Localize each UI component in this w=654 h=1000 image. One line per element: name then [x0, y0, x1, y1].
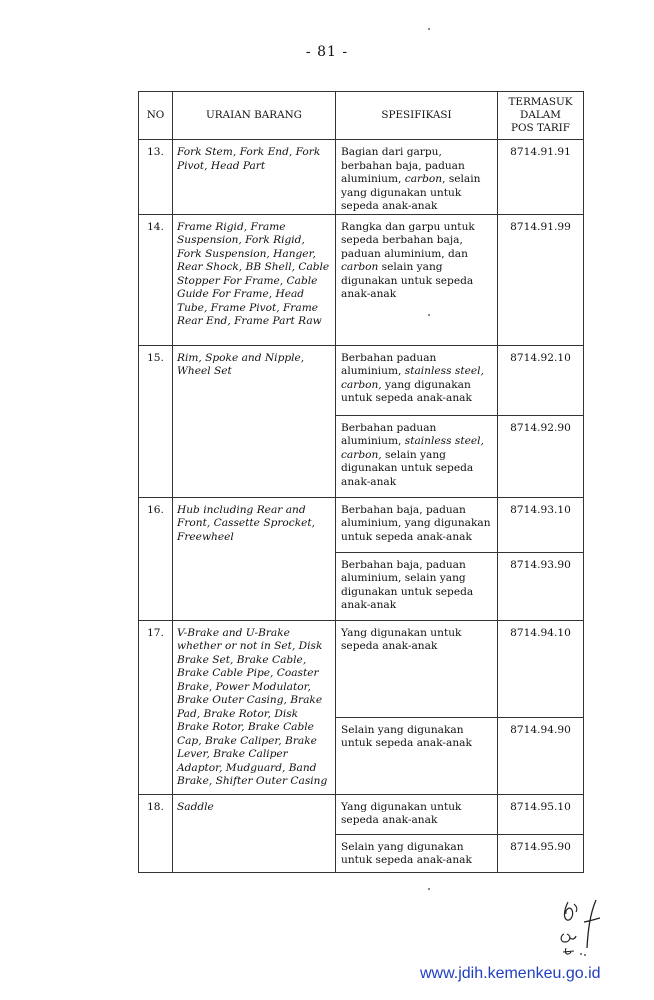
row-tarif: 8714.92.90	[498, 415, 584, 497]
row-spec	[336, 214, 498, 345]
spec-text: Berbahan baja, paduan aluminium, selain yang digunakan untuk sepeda anak-anak	[341, 558, 474, 611]
row-spec	[336, 497, 498, 552]
row-spec	[336, 717, 498, 794]
table-row	[139, 620, 584, 717]
spec-text-tail: selain yang digunakan untuk sepeda anak-anak	[341, 261, 474, 300]
spec-text-tail: yang digunakan untuk sepeda anak-anak	[341, 378, 472, 404]
header-termasuk-line2: DALAM	[520, 109, 561, 121]
tariff-table	[138, 91, 584, 873]
table-row	[139, 214, 584, 345]
spec-text: Bagian dari garpu, berbahan baja, paduan aluminium,	[341, 146, 465, 185]
row-no: 17.	[139, 620, 173, 794]
spec-text-tail: , selain yang digunakan untuk sepeda anak-anak	[341, 173, 481, 212]
header-no: NO	[139, 92, 173, 140]
row-no: 14.	[139, 214, 173, 345]
table-header-row	[139, 92, 584, 140]
header-spesifikasi: SPESIFIKASI	[336, 92, 498, 140]
spec-text: Berbahan paduan aluminium,	[341, 351, 437, 377]
table-row	[139, 345, 584, 415]
row-no: 16.	[139, 497, 173, 620]
scan-speck	[428, 888, 430, 890]
spec-text: Berbahan baja, paduan aluminium, yang digunakan untuk sepeda anak-anak	[341, 503, 491, 543]
row-tarif: 8714.91.91	[498, 140, 584, 215]
row-uraian: Saddle	[173, 794, 336, 872]
footer-website-link[interactable]: www.jdih.kemenkeu.go.id	[420, 965, 601, 982]
row-tarif: 8714.93.10	[498, 497, 584, 552]
row-tarif: 8714.94.90	[498, 717, 584, 794]
spec-italic-term: carbon	[341, 261, 379, 273]
row-spec	[336, 140, 498, 215]
page-number: - 81 -	[305, 44, 349, 60]
row-spec	[336, 552, 498, 620]
spec-text: Selain yang digunakan untuk sepeda anak-anak	[341, 723, 472, 749]
scan-speck	[428, 314, 430, 316]
row-uraian: Fork Stem, Fork End, Fork Pivot, Head Part	[173, 140, 336, 215]
row-no: 18.	[139, 794, 173, 872]
row-spec	[336, 345, 498, 415]
spec-italic-term: stainless steel, carbon,	[341, 365, 484, 391]
table-row	[139, 497, 584, 552]
row-tarif: 8714.91.99	[498, 214, 584, 345]
row-tarif: 8714.94.10	[498, 620, 584, 717]
table-row	[139, 794, 584, 834]
spec-text: Selain yang digunakan untuk sepeda anak-anak	[341, 840, 472, 866]
handwritten-initials	[554, 896, 614, 958]
spec-text: Rangka dan garpu untuk sepeda berbahan baja, paduan aluminium, dan	[341, 220, 475, 260]
spec-text: Berbahan paduan aluminium,	[341, 421, 437, 447]
spec-italic-term: stainless steel, carbon,	[341, 435, 484, 461]
row-uraian: Rim, Spoke and Nipple, Wheel Set	[173, 345, 336, 497]
row-tarif: 8714.93.90	[498, 552, 584, 620]
row-uraian: Hub including Rear and Front, Cassette Sprocket, Freewheel	[173, 497, 336, 620]
table-row	[139, 140, 584, 215]
header-termasuk-line3: POS TARIF	[511, 122, 570, 134]
row-uraian: V-Brake and U-Brake whether or not in Set, Disk Brake Set, Brake Cable, Brake Cable Pipe, Coaster Brake, Power Modulator, Brake Outer Casing, Brake Pad, Brake Rotor, Disk Brake Rotor, Brake Cable Cap, Brake Caliper, Brake Lever, Brake Caliper Adaptor, Mudguard, Band Brake, Shifter Outer Casing	[173, 620, 336, 794]
row-tarif: 8714.95.90	[498, 834, 584, 872]
spec-text: Yang digunakan untuk sepeda anak-anak	[341, 800, 462, 826]
row-spec	[336, 834, 498, 872]
row-spec	[336, 620, 498, 717]
spec-italic-term: carbon	[404, 173, 443, 185]
header-termasuk-line1: TERMASUK	[508, 96, 573, 108]
row-tarif: 8714.95.10	[498, 794, 584, 834]
header-uraian: URAIAN BARANG	[173, 92, 336, 140]
spec-text-tail: selain yang digunakan untuk sepeda anak-anak	[341, 448, 474, 488]
row-spec	[336, 794, 498, 834]
row-uraian: Frame Rigid, Frame Suspension, Fork Rigid, Fork Suspension, Hanger, Rear Shock, BB Shell, Cable Stopper For Frame, Cable Guide For Frame, Head Tube, Frame Pivot, Frame Rear End, Frame Part Raw	[173, 214, 336, 345]
spec-text: Yang digunakan untuk sepeda anak-anak	[341, 626, 462, 652]
header-termasuk	[498, 92, 584, 140]
scan-speck	[428, 28, 430, 30]
row-spec	[336, 415, 498, 497]
row-no: 15.	[139, 345, 173, 497]
row-no: 13.	[139, 140, 173, 215]
row-tarif: 8714.92.10	[498, 345, 584, 415]
